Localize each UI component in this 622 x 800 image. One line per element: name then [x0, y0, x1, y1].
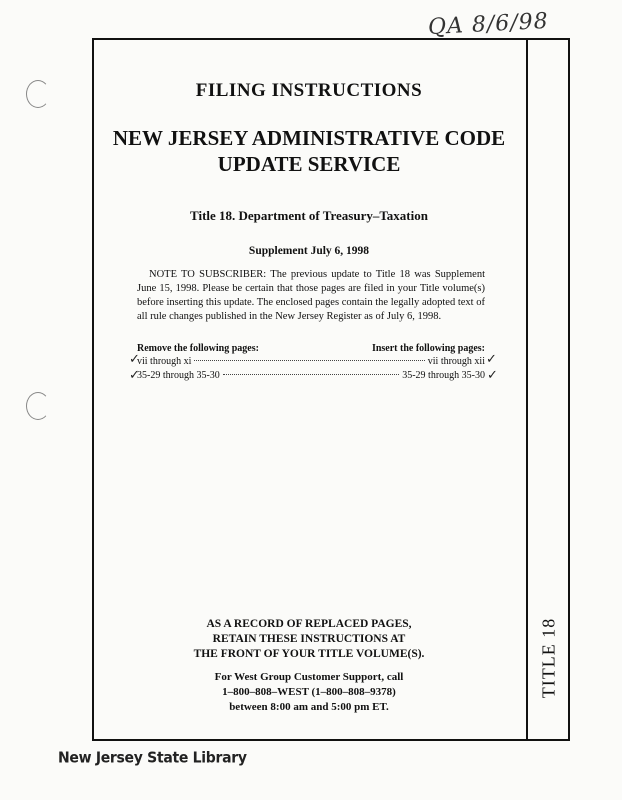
check-mark-icon: ✓ [486, 352, 497, 367]
record-line: THE FRONT OF YOUR TITLE VOLUME(S). [193, 648, 425, 660]
handwritten-annotation: QA 8/6/98 [427, 8, 550, 41]
support-phone: 1–800–808–WEST (1–800–808–9378) [222, 686, 396, 698]
page-row [137, 370, 485, 381]
pages-header [137, 343, 485, 354]
record-line: RETAIN THESE INSTRUCTIONS AT [212, 633, 406, 645]
check-mark-icon: ✓ [129, 368, 140, 383]
record-instructions [92, 617, 526, 662]
record-line: AS A RECORD OF REPLACED PAGES, [206, 618, 412, 630]
punch-hole-top [26, 80, 50, 108]
spine-divider [526, 38, 528, 741]
remove-pages: 35-29 through 35-30 [137, 370, 220, 381]
check-mark-icon: ✓ [129, 352, 140, 367]
spine-label: TITLE 18 [538, 617, 559, 699]
leader-dots [223, 374, 399, 375]
code-title-line2: UPDATE SERVICE [217, 152, 401, 176]
code-title-line1: NEW JERSEY ADMINISTRATIVE CODE [112, 126, 506, 150]
insert-pages: 35-29 through 35-30 [402, 370, 485, 381]
insert-header: Insert the following pages: [371, 343, 485, 354]
library-stamp: New Jersey State Library [58, 749, 247, 767]
customer-support [92, 670, 526, 715]
support-hours: between 8:00 am and 5:00 pm ET. [229, 701, 389, 713]
title-line: Title 18. Department of Treasury–Taxation [190, 208, 428, 223]
leader-dots [194, 360, 424, 361]
check-mark-icon: ✓ [487, 368, 498, 383]
subscriber-note: NOTE TO SUBSCRIBER: The previous update to Title 18 was Supplement June 15, 1998. Please be certain that those pages are filed in your Title volume(s) before inserting this update. The enclosed pages contain the legally adopted text of all rule changes published in the New Jersey Register as of July 6, 1998. [137, 269, 485, 322]
remove-pages: vii through xi [137, 356, 192, 367]
page-title: FILING INSTRUCTIONS [195, 80, 423, 101]
code-title [92, 125, 526, 177]
remove-header: Remove the following pages: [137, 343, 259, 354]
page-row [137, 356, 485, 367]
supplement-date: Supplement July 6, 1998 [248, 245, 370, 257]
insert-pages: vii through xii [427, 356, 485, 367]
support-line: For West Group Customer Support, call [214, 671, 404, 683]
punch-hole-middle [26, 392, 50, 420]
